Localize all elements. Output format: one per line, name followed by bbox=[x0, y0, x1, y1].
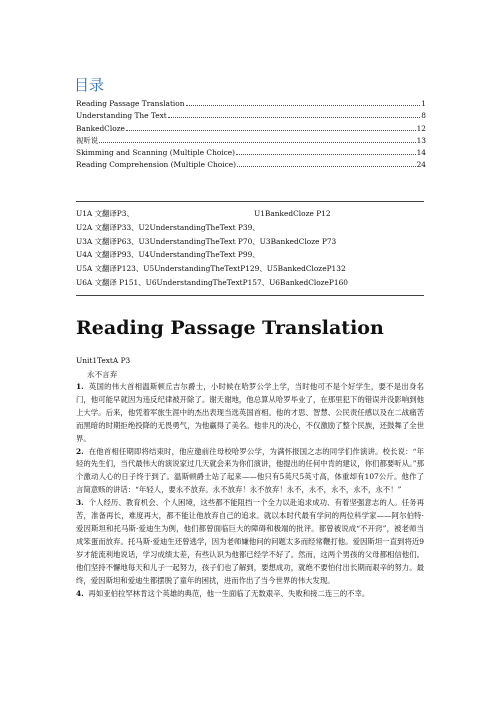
toc-entry-page[interactable]: 13 bbox=[416, 135, 426, 145]
unit-label: Unit1TextA P3 bbox=[76, 356, 131, 365]
toc-entry[interactable] bbox=[76, 123, 426, 135]
toc-entry-label[interactable]: Skimming and Scanning (Multiple Choice) bbox=[76, 148, 236, 158]
unit-index-line bbox=[76, 221, 424, 235]
unit-index-line bbox=[76, 276, 424, 290]
toc-entry[interactable] bbox=[76, 159, 426, 171]
unit-index-text: U3A 文翻译P63、U3UnderstandingTheText P70、U3BankedCloze P73 bbox=[76, 236, 337, 246]
paragraph bbox=[76, 446, 424, 498]
paragraph-number: 1. bbox=[76, 382, 84, 391]
unit-index-text: U6A 文翻译 P151、U6UnderstandingTheTextP157、U6BankedClozeP160 bbox=[76, 277, 349, 287]
toc-entry[interactable] bbox=[76, 98, 426, 110]
unit-index-line bbox=[76, 235, 424, 249]
paragraph-number: 3. bbox=[76, 498, 84, 508]
toc-heading: 目录 bbox=[74, 76, 105, 94]
unit-index-text: U2A 文翻译P33、U2UnderstandingTheText P39、 bbox=[76, 222, 260, 232]
unit-index-text: U5A 文翻译P123、U5UnderstandingTheTextP129、U5BankedClozeP132 bbox=[76, 264, 346, 274]
toc-dot-leader bbox=[168, 117, 421, 118]
toc-entry-label[interactable]: Reading Comprehension (Multiple Choice) bbox=[76, 160, 236, 170]
passage-body bbox=[76, 381, 424, 600]
toc-entry-label[interactable]: 视听说 bbox=[76, 135, 99, 145]
toc-entry[interactable] bbox=[76, 147, 426, 159]
unit-index-line bbox=[76, 262, 424, 276]
toc-entry-page[interactable]: 8 bbox=[421, 111, 426, 121]
toc-entry-label[interactable]: BankedCloze bbox=[76, 123, 125, 133]
unit-index-text: U1A 文翻译P3、 bbox=[76, 209, 134, 218]
toc-entry-page[interactable]: 1 bbox=[421, 99, 426, 108]
toc-entry[interactable] bbox=[76, 110, 426, 122]
unit-index bbox=[76, 207, 424, 290]
toc-dot-leader bbox=[236, 154, 416, 155]
unit-index-line bbox=[76, 248, 424, 262]
unit-index-text: U4A 文翻译P93、U4UnderstandingTheText P99、 bbox=[76, 250, 260, 260]
toc-entry-page[interactable]: 14 bbox=[416, 148, 426, 158]
toc-entry[interactable] bbox=[76, 135, 426, 147]
unit-index-text-right: U1BankedCloze P12 bbox=[254, 209, 331, 218]
toc-entry-page[interactable]: 24 bbox=[416, 160, 426, 170]
passage-title: 永不言弃 bbox=[87, 370, 118, 379]
paragraph-text: 英国的伟大首相温斯顿丘吉尔爵士，小时候在哈罗公学上学，当时他可不是个好学生，要不是出身名门，他可能早就因为违反纪律被开除了。谢天谢地，他总算从哈罗毕业了，在那里犯下的错误并没影响到他上大学。后来，他凭着军旅生涯中的杰出表现当选英国首相。他的才思、智慧、公民责任感以及在二战痛苦而黑暗的时期拒绝投降的无畏勇气，为他赢得了美名。他非凡的决心，不仅激励了整个民族，还鼓舞了全世界。 bbox=[76, 382, 424, 443]
toc-dot-leader bbox=[186, 105, 421, 106]
toc-dot-leader bbox=[126, 130, 416, 131]
section-title: Reading Passage Translation bbox=[76, 317, 384, 339]
paragraph bbox=[76, 497, 424, 587]
paragraph bbox=[76, 588, 424, 601]
divider-bottom bbox=[76, 295, 424, 296]
toc-entry-label[interactable]: Understanding The Text bbox=[76, 111, 167, 121]
paragraph-text: 个人经历、教育机会、个人困境，这些都不能阻挡一个全力以赴追求成功、有着坚强意志的人。任务再苦，准备再长，难度再大，都不能让他放弃自己的追求。就以本时代最有学问的两位科学家——阿尔伯特·爱因斯坦和托马斯·爱迪生为例，他们都曾面临巨大的障碍和极端的批评。都曾被说成“不开窍”，被老师当成笨蛋而放弃。托马斯·爱迪生还曾逃学，因为老师嫌他问的问题太多而经常鞭打他。爱因斯坦一直到将近9岁才能流利地说话，学习成绩太差，有些认识为他都已经学不好了。然而，这两个男孩的父母都相信他们。他们坚持不懈地每天和儿子一起努力，孩子们也了解到，要想成功，就绝不要怕付出长期而艰辛的努力。最终，爱因斯坦和爱迪生都摆脱了童年的困扰，进而作出了当今世界的伟大发现。 bbox=[76, 498, 425, 585]
unit-index-line bbox=[76, 207, 424, 221]
paragraph-text: 再如亚伯拉罕林肯这个英雄的典范，他一生面临了无数艰辛、失败和接二连三的不幸。 bbox=[88, 588, 370, 598]
toc-dot-leader bbox=[99, 142, 415, 143]
toc-dot-leader bbox=[237, 166, 416, 167]
paragraph bbox=[76, 381, 424, 446]
table-of-contents bbox=[76, 98, 426, 172]
paragraph-text: 在他首相任期即将结束时，他应邀前往母校哈罗公学，为满怀报国之志的同学们作演讲。校长说：“年轻的先生们，当代最伟大的演说家过几天就会来为你们演讲，他提出的任何中肯的建议，你们都要听从。”那个激动人心的日子终于到了。温斯顿爵士站了起来——他只有5英尺5英寸高，体重却有107公斤。他作了言简意赅的讲话：“年轻人，要永不放弃。永不放弃！永不放弃！永不，永不，永不，永不，永不！” bbox=[76, 446, 424, 495]
toc-entry-page[interactable]: 12 bbox=[416, 123, 426, 133]
divider-top bbox=[76, 201, 424, 202]
paragraph-number: 2. bbox=[76, 446, 84, 456]
paragraph-number: 4. bbox=[76, 588, 84, 598]
toc-entry-label[interactable]: Reading Passage Translation bbox=[76, 99, 185, 108]
